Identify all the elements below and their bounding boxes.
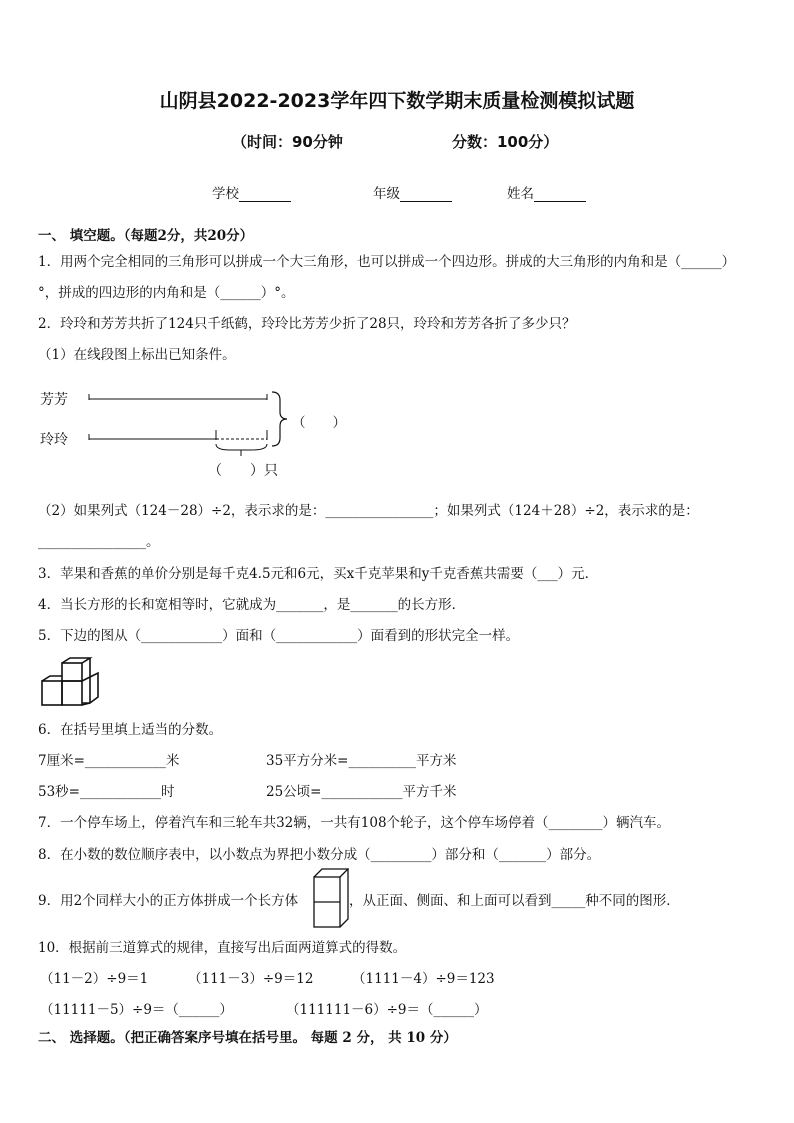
grade-blank[interactable] (400, 188, 452, 202)
q10-e4: （11111－5）÷9＝（______） (40, 1002, 233, 1018)
q9-before: 9．用2个同样大小的正方体拼成一个长方体 (38, 893, 299, 909)
grade-field[interactable] (373, 182, 452, 202)
q4-text: 4．当长方形的长和宽相等时，它就成为_______，是_______的长方形． (38, 597, 466, 613)
cuboid-figure (313, 868, 349, 928)
q6-text: 6．在括号里填上适当的分数。 (38, 722, 223, 738)
q10-e2: （111－3）÷9＝12 (188, 971, 314, 987)
exam-time: （时间：90分钟 (232, 133, 343, 151)
grade-label: 年级 (373, 186, 400, 202)
difference-brace (216, 444, 267, 456)
q8-text: 8．在小数的数位顺序表中，以小数点为界把小数分成（_________）部分和（_______）部分。 (38, 847, 601, 863)
school-field[interactable] (212, 182, 291, 202)
exam-score: 分数：100分） (452, 133, 559, 151)
q2-part2-line2: ________________。 (38, 534, 160, 550)
q10-e3: （1111－4）÷9＝123 (352, 971, 495, 987)
label-fangfang: 芳芳 (40, 392, 68, 408)
section1-heading: 一、 填空题。（每题2分，共20分） (38, 228, 254, 244)
label-lingling: 玲玲 (40, 432, 68, 448)
q7-text: 7．一个停车场上，停着汽车和三轮车共32辆，一共有108个轮子，这个停车场停着（________）辆汽车。 (38, 815, 671, 831)
difference-answer-paren[interactable]: （ ）只 (208, 463, 278, 479)
total-brace (272, 392, 287, 446)
q3-text: 3．苹果和香蕉的单价分别是每千克4.5元和6元，买x千克苹果和y千克香蕉共需要（___）元． (38, 566, 599, 582)
q10-e5: （111111－6）÷9＝（______） (286, 1002, 488, 1018)
q10-e1: （11－2）÷9＝1 (40, 971, 149, 987)
name-field[interactable] (507, 182, 586, 202)
q1-line2: °，拼成的四边形的内角和是（______）°。 (38, 285, 295, 301)
q2-line1: 2．玲玲和芳芳共折了124只千纸鹤，玲玲比芳芳少折了28只，玲玲和芳芳各折了多少只？ (38, 316, 576, 332)
q6-b: 35平方分米=__________平方米 (266, 753, 457, 769)
page-title: 山阴县2022-2023学年四下数学期末质量检测模拟试题 (159, 90, 635, 112)
q9-after: ，从正面、侧面、和上面可以看到_____种不同的图形． (349, 893, 680, 909)
total-answer-paren[interactable]: （ ） (292, 415, 346, 431)
q6-a: 7厘米=____________米 (38, 753, 180, 769)
q2-part2-line1: （2）如果列式（124－28）÷2，表示求的是：________________；如果列式（124＋28）÷2，表示求的是： (38, 503, 699, 519)
segment-diagram (80, 384, 300, 460)
school-blank[interactable] (239, 188, 291, 202)
q1-line1: 1．用两个完全相同的三角形可以拼成一个大三角形，也可以拼成一个四边形。拼成的大三角形的内角和是（______） (38, 254, 736, 270)
q6-d: 25公顷=____________平方千米 (266, 784, 457, 800)
school-label: 学校 (212, 186, 239, 202)
q6-c: 53秒=____________时 (38, 784, 175, 800)
q5-text: 5．下边的图从（____________）面和（____________）面看到的形状完全一样。 (38, 628, 520, 644)
name-blank[interactable] (534, 188, 586, 202)
section2-heading: 二、 选择题。（把正确答案序号填在括号里。 每题 2 分， 共 10 分） (38, 1030, 457, 1046)
cube-stack-figure (38, 657, 110, 711)
q10-text: 10．根据前三道算式的规律，直接写出后面两道算式的得数。 (38, 940, 407, 956)
q2-part1: （1）在线段图上标出已知条件。 (38, 347, 236, 363)
name-label: 姓名 (507, 186, 534, 202)
